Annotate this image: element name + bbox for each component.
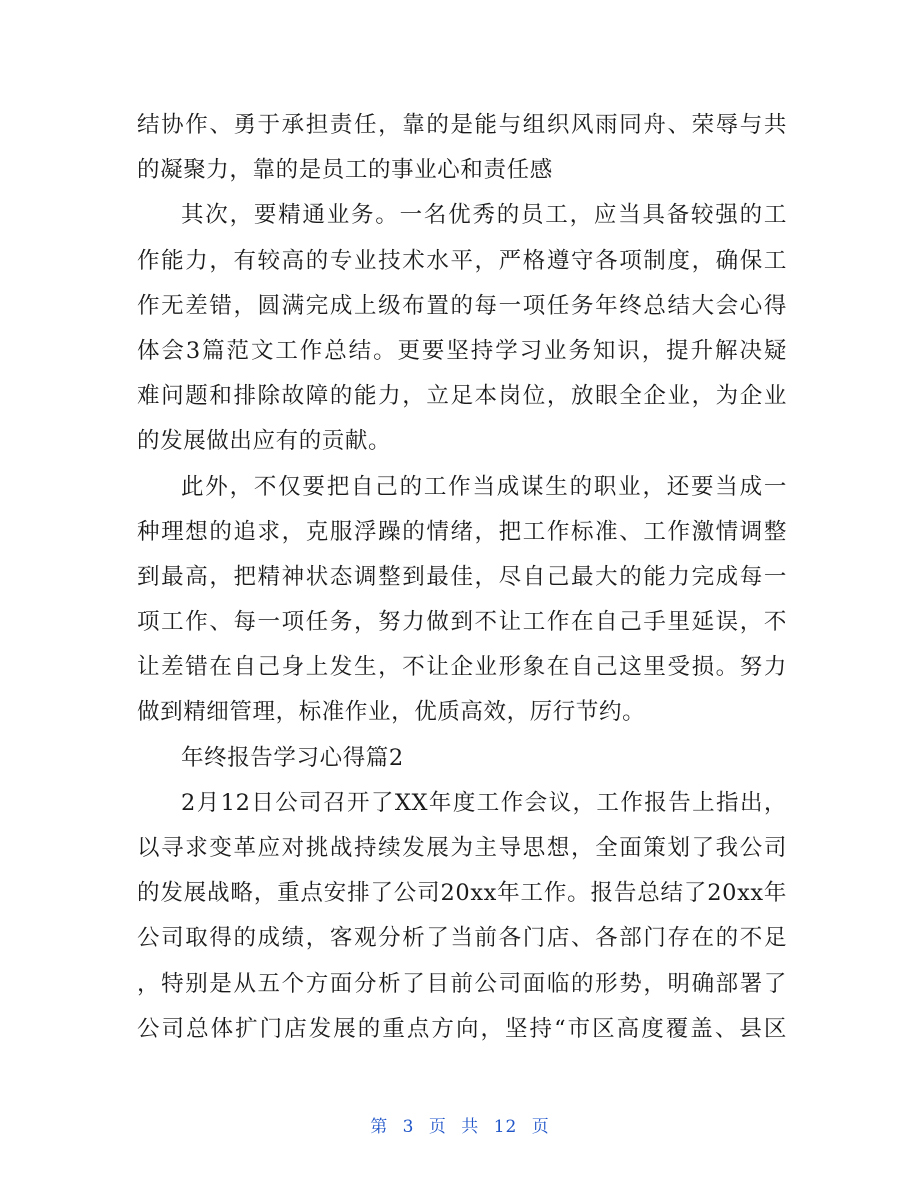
text-line: 的发展做出应有的贡献。	[137, 428, 392, 455]
text-line: 的凝聚力，靠的是员工的事业心和责任感	[137, 157, 553, 184]
section-heading: 年终报告学习心得篇2	[181, 744, 404, 771]
text-line: 种理想的追求，克服浮躁的情绪，把工作标准、工作激情调整	[137, 518, 787, 545]
text-line: 难问题和排除故障的能力，立足本岗位，放眼全企业，为企业	[137, 383, 787, 410]
text-line: 公司取得的成绩，客观分析了当前各门店、各部门存在的不足	[137, 925, 787, 952]
text-line: 作无差错，圆满完成上级布置的每一项任务年终总结大会心得	[137, 292, 787, 319]
text-line: 公司总体扩门店发展的重点方向，坚持“市区高度覆盖、县区	[137, 1015, 787, 1042]
document-body	[137, 103, 787, 1052]
text-line: 的发展战略，重点安排了公司20xx年工作。报告总结了20xx年	[137, 880, 787, 907]
text-line: 其次，要精通业务。一名优秀的员工，应当具备较强的工	[181, 202, 787, 229]
text-line: 做到精细管理，标准作业，优质高效，厉行节约。	[137, 699, 646, 726]
text-line: 项工作、每一项任务，努力做到不让工作在自己手里延误，不	[137, 609, 787, 636]
footer-ye: 页	[428, 1117, 447, 1137]
text-line: 到最高，把精神状态调整到最佳，尽自己最大的能力完成每一	[137, 563, 787, 590]
footer-total-pages: 12	[493, 1117, 518, 1137]
text-line: 让差错在自己身上发生，不让企业形象在自己这里受损。努力	[137, 654, 787, 681]
text-line: ，特别是从五个方面分析了目前公司面临的形势，明确部署了	[137, 970, 787, 997]
footer-current-page: 3	[402, 1117, 415, 1137]
footer-ye-end: 页	[531, 1117, 550, 1137]
text-line: 2月12日公司召开了XX年度工作会议，工作报告上指出，	[181, 789, 787, 816]
footer-di: 第	[370, 1117, 389, 1137]
text-line: 此外，不仅要把自己的工作当成谋生的职业，还要当成一	[181, 473, 787, 500]
text-line: 体会3篇范文工作总结。更要坚持学习业务知识，提升解决疑	[137, 337, 787, 364]
text-line: 结协作、勇于承担责任，靠的是能与组织风雨同舟、荣辱与共	[137, 112, 787, 138]
text-line: 作能力，有较高的专业技术水平，严格遵守各项制度，确保工	[137, 247, 787, 274]
text-line: 以寻求变革应对挑战持续发展为主导思想，全面策划了我公司	[137, 835, 787, 861]
footer-gong: 共	[461, 1117, 480, 1137]
page-footer	[0, 1112, 920, 1137]
